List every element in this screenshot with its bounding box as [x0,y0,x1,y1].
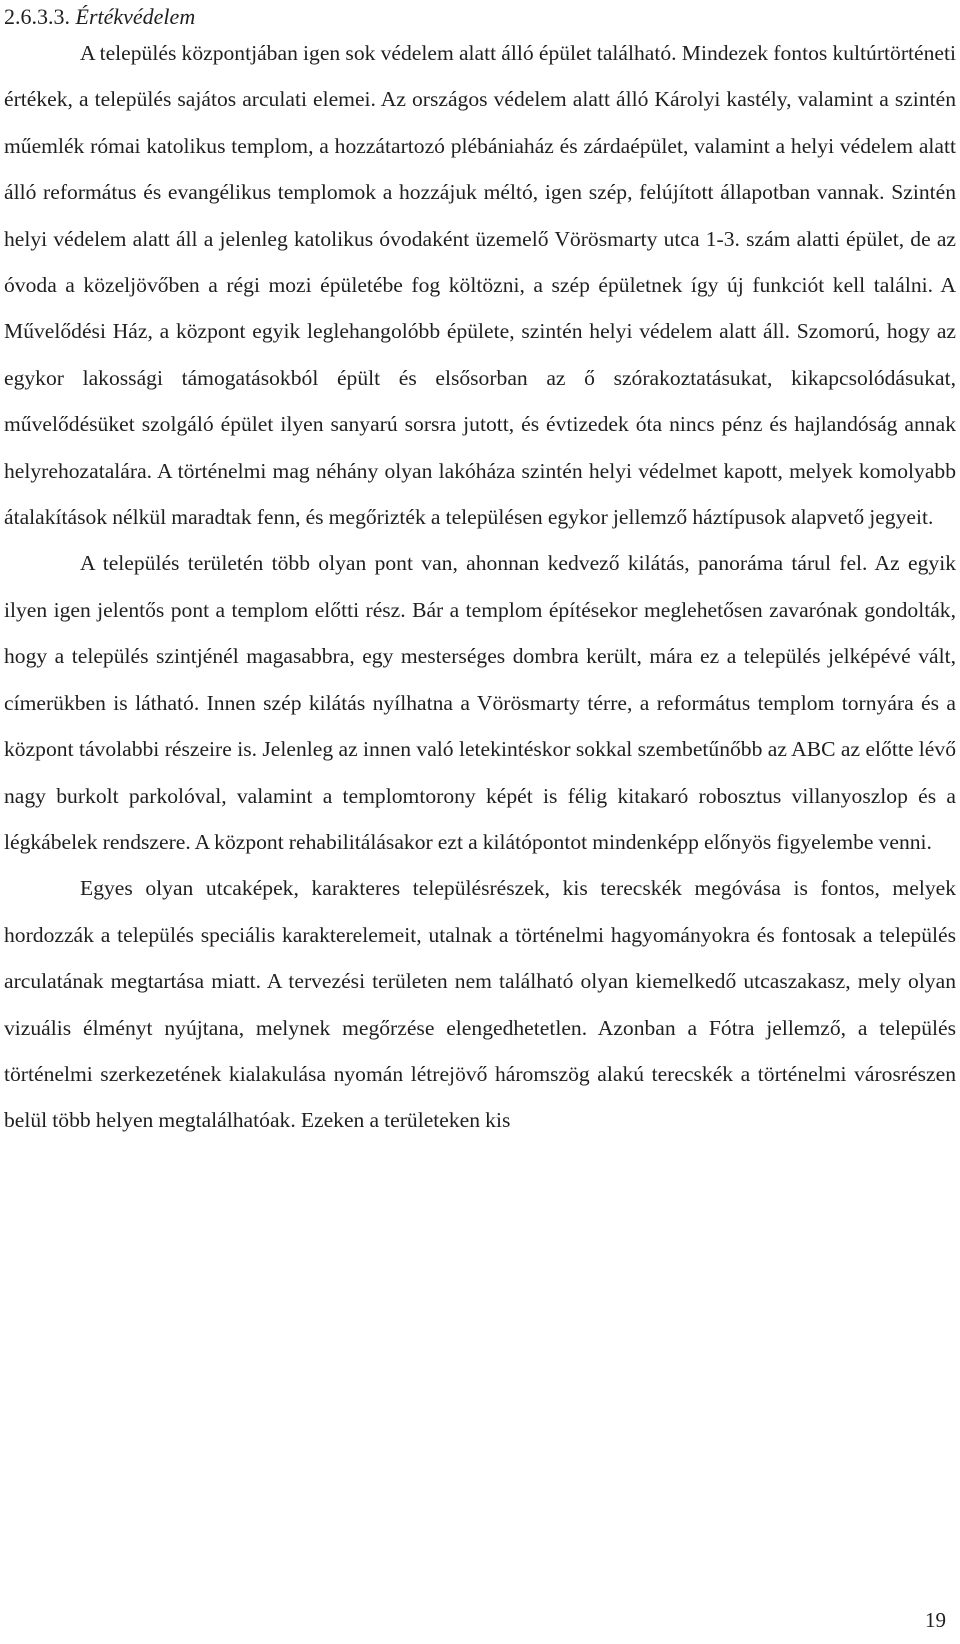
paragraph-2: A település területén több olyan pont van, ahonnan kedvező kilátás, panoráma tárul fel. Az egyik ilyen igen jelentős pont a templom előtti rész. Bár a templom építésekor meglehetősen zavarónak gondolták, hogy a település szintjénél magasabbra, egy mesterséges dombra került, mára ez a település jelképévé vált, címerükben is látható. Innen szép kilátás nyílhatna a Vörösmarty térre, a református templom tornyára és a központ távolabbi részeire is. Jelenleg az innen való letekintéskor sokkal szembetűnőbb az ABC az előtte lévő nagy burkolt parkolóval, valamint a templomtorony képét is félig kitakaró robosztus villanyoszlop és a légkábelek rendszere. A központ rehabilitálásakor ezt a kilátópontot mindenképp előnyös figyelembe venni. [4,551,956,854]
body-text [4,30,956,1144]
page-number: 19 [925,1608,946,1632]
paragraph-3: Egyes olyan utcaképek, karakteres településrészek, kis terecskék megóvása is fontos, melyek hordozzák a település speciális karakterelemeit, utalnak a történelmi hagyományokra és fontosak a település arculatának megtartása miatt. A tervezési területen nem található olyan kiemelkedő utcaszakasz, mely olyan vizuális élményt nyújtana, melynek megőrzése elengedhetetlen. Azonban a Fótra jellemző, a település történelmi szerkezetének kialakulása nyomán létrejövő háromszög alakú terecskék a történelmi városrészen belül több helyen megtalálhatóak. Ezeken a területeken kis [4,876,956,1133]
section-number: 2.6.3.3. [4,4,70,29]
paragraph-1: A település központjában igen sok védelem alatt álló épület található. Mindezek fontos kultúrtörténeti értékek, a település sajátos arculati elemei. Az országos védelem alatt álló Károlyi kastély, valamint a szintén műemlék római katolikus templom, a hozzátartozó plébániaház és zárdaépület, valamint a helyi védelem alatt álló református és evangélikus templomok a hozzájuk méltó, igen szép, felújított állapotban vannak. Szintén helyi védelem alatt áll a jelenleg katolikus óvodaként üzemelő Vörösmarty utca 1-3. szám alatti épület, de az óvoda a közeljövőben a régi mozi épületébe fog költözni, a szép épületnek így új funkciót kell találni. A Művelődési Ház, a központ egyik leglehangolóbb épülete, szintén helyi védelem alatt áll. Szomorú, hogy az egykor lakossági támogatásokból épült és elsősorban az ő szórakoztatásukat, kikapcsolódásukat, művelődésüket szolgáló épület ilyen sanyarú sorsra jutott, és évtizedek óta nincs pénz és hajlandóság annak helyrehozatalára. A történelmi mag néhány olyan lakóháza szintén helyi védelmet kapott, melyek komolyabb átalakítások nélkül maradtak fenn, és megőrizték a településen egykor jellemző háztípusok alapvető jegyeit. [4,41,956,530]
section-title: Értékvédelem [75,4,196,29]
section-heading [4,2,195,32]
